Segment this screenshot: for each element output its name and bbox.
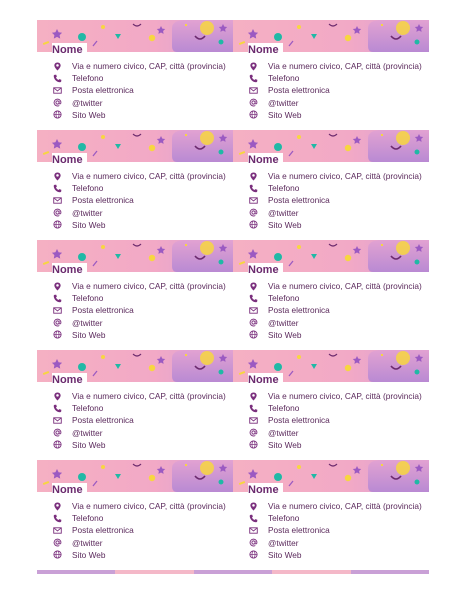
card-name: Nome bbox=[52, 373, 87, 387]
website-text: Sito Web bbox=[72, 109, 106, 120]
website-text: Sito Web bbox=[268, 439, 302, 450]
contact-lines bbox=[52, 280, 232, 341]
card-name: Nome bbox=[52, 263, 87, 277]
email-text: Posta elettronica bbox=[268, 525, 330, 536]
email-line bbox=[248, 304, 428, 316]
address-line bbox=[248, 170, 428, 182]
contact-lines bbox=[52, 390, 232, 451]
mail-icon bbox=[52, 415, 62, 425]
business-card bbox=[37, 350, 233, 455]
email-line bbox=[52, 84, 232, 96]
website-text: Sito Web bbox=[72, 439, 106, 450]
contact-lines bbox=[248, 390, 428, 451]
website-text: Sito Web bbox=[72, 549, 106, 560]
website-line bbox=[248, 549, 428, 561]
address-text: Via e numero civico, CAP, città (provincia) bbox=[268, 281, 422, 292]
twitter-text: @twitter bbox=[268, 537, 299, 548]
business-card bbox=[37, 130, 233, 235]
address-line bbox=[248, 280, 428, 292]
website-text: Sito Web bbox=[72, 219, 106, 230]
phone-text: Telefono bbox=[72, 513, 104, 524]
address-line bbox=[52, 390, 232, 402]
contact-lines bbox=[248, 280, 428, 341]
phone-text: Telefono bbox=[72, 73, 104, 84]
globe-icon bbox=[248, 330, 258, 340]
phone-line bbox=[248, 72, 428, 84]
globe-icon bbox=[248, 550, 258, 560]
twitter-line bbox=[248, 537, 428, 549]
card-name: Nome bbox=[248, 373, 283, 387]
contact-lines bbox=[52, 170, 232, 231]
mail-icon bbox=[52, 195, 62, 205]
globe-icon bbox=[52, 440, 62, 450]
address-line bbox=[248, 500, 428, 512]
twitter-line bbox=[52, 207, 232, 219]
card-name: Nome bbox=[248, 483, 283, 497]
location-pin-icon bbox=[248, 281, 258, 291]
twitter-text: @twitter bbox=[72, 317, 103, 328]
email-text: Posta elettronica bbox=[268, 415, 330, 426]
business-card bbox=[37, 460, 233, 565]
phone-icon bbox=[248, 73, 258, 83]
business-card bbox=[233, 460, 429, 565]
card-row bbox=[37, 460, 429, 565]
email-line bbox=[248, 524, 428, 536]
phone-text: Telefono bbox=[72, 403, 104, 414]
mail-icon bbox=[52, 305, 62, 315]
contact-lines bbox=[248, 60, 428, 121]
website-text: Sito Web bbox=[268, 549, 302, 560]
mail-icon bbox=[248, 305, 258, 315]
location-pin-icon bbox=[52, 171, 62, 181]
address-line bbox=[248, 390, 428, 402]
address-text: Via e numero civico, CAP, città (provincia) bbox=[72, 391, 226, 402]
address-line bbox=[52, 500, 232, 512]
contact-lines bbox=[52, 500, 232, 561]
contact-lines bbox=[52, 60, 232, 121]
card-name: Nome bbox=[248, 43, 283, 57]
at-sign-icon bbox=[52, 538, 62, 548]
twitter-text: @twitter bbox=[268, 317, 299, 328]
email-text: Posta elettronica bbox=[268, 195, 330, 206]
twitter-text: @twitter bbox=[72, 97, 103, 108]
phone-text: Telefono bbox=[268, 403, 300, 414]
phone-text: Telefono bbox=[72, 293, 104, 304]
phone-line bbox=[52, 512, 232, 524]
email-line bbox=[52, 414, 232, 426]
card-name: Nome bbox=[248, 153, 283, 167]
card-row bbox=[37, 20, 429, 125]
location-pin-icon bbox=[248, 61, 258, 71]
phone-text: Telefono bbox=[268, 183, 300, 194]
website-line bbox=[248, 219, 428, 231]
email-line bbox=[248, 414, 428, 426]
website-line bbox=[52, 439, 232, 451]
website-line bbox=[52, 109, 232, 121]
email-text: Posta elettronica bbox=[268, 85, 330, 96]
phone-icon bbox=[52, 293, 62, 303]
email-line bbox=[248, 84, 428, 96]
address-line bbox=[52, 170, 232, 182]
address-text: Via e numero civico, CAP, città (provincia) bbox=[72, 61, 226, 72]
card-name: Nome bbox=[52, 483, 87, 497]
website-text: Sito Web bbox=[268, 109, 302, 120]
twitter-text: @twitter bbox=[268, 97, 299, 108]
email-text: Posta elettronica bbox=[72, 195, 134, 206]
twitter-line bbox=[52, 97, 232, 109]
mail-icon bbox=[248, 195, 258, 205]
phone-line bbox=[52, 182, 232, 194]
mail-icon bbox=[248, 415, 258, 425]
phone-text: Telefono bbox=[72, 183, 104, 194]
globe-icon bbox=[52, 330, 62, 340]
card-row bbox=[37, 130, 429, 235]
business-card bbox=[233, 240, 429, 345]
phone-line bbox=[52, 72, 232, 84]
business-card bbox=[233, 350, 429, 455]
twitter-text: @twitter bbox=[72, 427, 103, 438]
address-text: Via e numero civico, CAP, città (provincia) bbox=[72, 171, 226, 182]
address-text: Via e numero civico, CAP, città (provincia) bbox=[268, 171, 422, 182]
at-sign-icon bbox=[248, 428, 258, 438]
address-text: Via e numero civico, CAP, città (provincia) bbox=[72, 281, 226, 292]
website-line bbox=[248, 109, 428, 121]
website-line bbox=[248, 329, 428, 341]
business-card bbox=[233, 130, 429, 235]
twitter-text: @twitter bbox=[268, 207, 299, 218]
address-line bbox=[52, 280, 232, 292]
phone-line bbox=[248, 402, 428, 414]
phone-icon bbox=[52, 403, 62, 413]
contact-lines bbox=[248, 170, 428, 231]
phone-line bbox=[52, 402, 232, 414]
card-name: Nome bbox=[52, 153, 87, 167]
location-pin-icon bbox=[52, 281, 62, 291]
business-card bbox=[37, 20, 233, 125]
twitter-text: @twitter bbox=[72, 207, 103, 218]
website-line bbox=[52, 329, 232, 341]
card-row bbox=[37, 350, 429, 455]
website-text: Sito Web bbox=[268, 329, 302, 340]
website-text: Sito Web bbox=[72, 329, 106, 340]
phone-text: Telefono bbox=[268, 513, 300, 524]
twitter-line bbox=[52, 427, 232, 439]
phone-text: Telefono bbox=[268, 73, 300, 84]
mail-icon bbox=[248, 525, 258, 535]
email-line bbox=[248, 194, 428, 206]
location-pin-icon bbox=[52, 501, 62, 511]
phone-icon bbox=[248, 513, 258, 523]
phone-icon bbox=[248, 183, 258, 193]
address-line bbox=[52, 60, 232, 72]
email-line bbox=[52, 304, 232, 316]
twitter-text: @twitter bbox=[72, 537, 103, 548]
twitter-line bbox=[248, 317, 428, 329]
phone-icon bbox=[52, 73, 62, 83]
website-text: Sito Web bbox=[268, 219, 302, 230]
phone-icon bbox=[248, 403, 258, 413]
phone-line bbox=[52, 292, 232, 304]
location-pin-icon bbox=[248, 501, 258, 511]
card-name: Nome bbox=[52, 43, 87, 57]
phone-line bbox=[248, 512, 428, 524]
address-text: Via e numero civico, CAP, città (provincia) bbox=[268, 61, 422, 72]
phone-icon bbox=[248, 293, 258, 303]
twitter-text: @twitter bbox=[268, 427, 299, 438]
email-text: Posta elettronica bbox=[72, 85, 134, 96]
location-pin-icon bbox=[248, 171, 258, 181]
mail-icon bbox=[248, 85, 258, 95]
contact-lines bbox=[248, 500, 428, 561]
at-sign-icon bbox=[52, 428, 62, 438]
globe-icon bbox=[248, 110, 258, 120]
website-line bbox=[52, 549, 232, 561]
at-sign-icon bbox=[52, 318, 62, 328]
at-sign-icon bbox=[248, 98, 258, 108]
mail-icon bbox=[52, 525, 62, 535]
twitter-line bbox=[248, 427, 428, 439]
mail-icon bbox=[52, 85, 62, 95]
email-text: Posta elettronica bbox=[72, 305, 134, 316]
at-sign-icon bbox=[248, 318, 258, 328]
address-line bbox=[248, 60, 428, 72]
at-sign-icon bbox=[248, 538, 258, 548]
email-line bbox=[52, 524, 232, 536]
twitter-line bbox=[248, 207, 428, 219]
address-text: Via e numero civico, CAP, città (provincia) bbox=[268, 501, 422, 512]
globe-icon bbox=[248, 220, 258, 230]
phone-line bbox=[248, 182, 428, 194]
globe-icon bbox=[52, 110, 62, 120]
card-row bbox=[37, 240, 429, 345]
address-text: Via e numero civico, CAP, città (provincia) bbox=[268, 391, 422, 402]
globe-icon bbox=[52, 550, 62, 560]
at-sign-icon bbox=[248, 208, 258, 218]
business-card bbox=[37, 240, 233, 345]
at-sign-icon bbox=[52, 98, 62, 108]
phone-icon bbox=[52, 513, 62, 523]
email-text: Posta elettronica bbox=[268, 305, 330, 316]
website-line bbox=[52, 219, 232, 231]
twitter-line bbox=[52, 317, 232, 329]
location-pin-icon bbox=[248, 391, 258, 401]
email-line bbox=[52, 194, 232, 206]
card-name: Nome bbox=[248, 263, 283, 277]
phone-line bbox=[248, 292, 428, 304]
phone-icon bbox=[52, 183, 62, 193]
globe-icon bbox=[248, 440, 258, 450]
location-pin-icon bbox=[52, 391, 62, 401]
twitter-line bbox=[52, 537, 232, 549]
footer-stripe bbox=[37, 570, 429, 574]
globe-icon bbox=[52, 220, 62, 230]
location-pin-icon bbox=[52, 61, 62, 71]
phone-text: Telefono bbox=[268, 293, 300, 304]
email-text: Posta elettronica bbox=[72, 525, 134, 536]
twitter-line bbox=[248, 97, 428, 109]
business-card bbox=[233, 20, 429, 125]
at-sign-icon bbox=[52, 208, 62, 218]
email-text: Posta elettronica bbox=[72, 415, 134, 426]
address-text: Via e numero civico, CAP, città (provincia) bbox=[72, 501, 226, 512]
website-line bbox=[248, 439, 428, 451]
